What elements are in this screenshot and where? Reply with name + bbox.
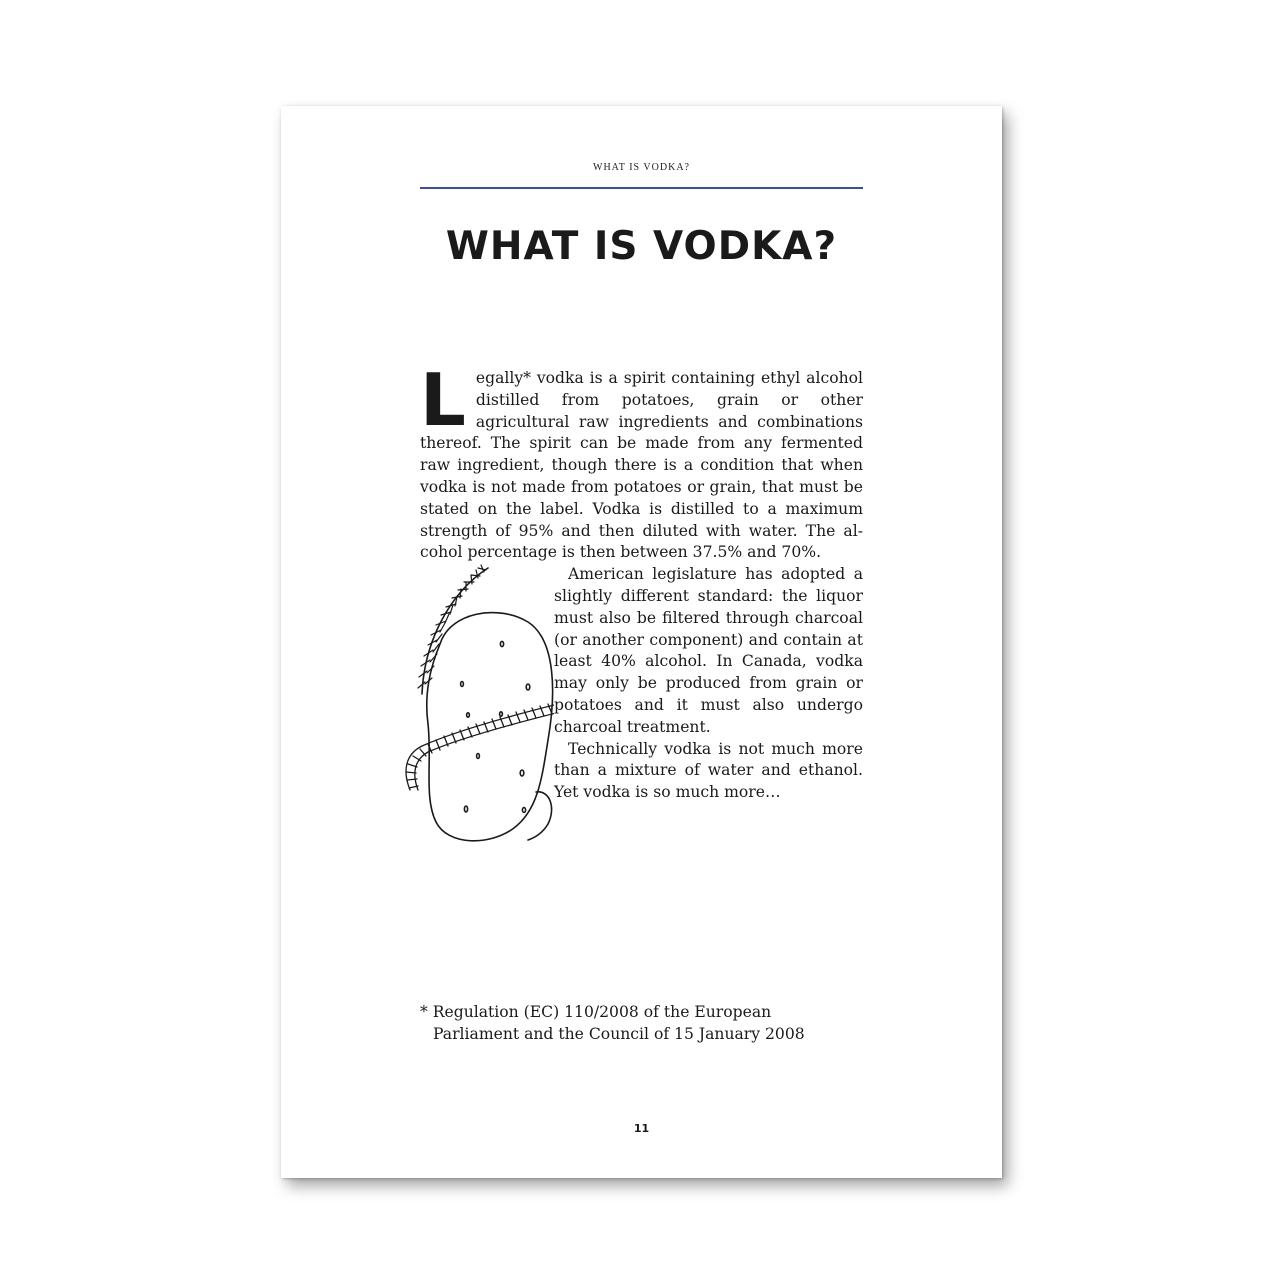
paragraph-1 [420,358,863,564]
book-page [281,106,1002,1178]
header-rule [420,187,863,189]
potato-with-wheat-icon [388,564,554,848]
paragraph-1-text: egally* vodka is a spirit containing ethyl alcohol distilled from potatoes, grain or other agricultural raw ingredients and combinations thereof. The spirit can be made from any fermented raw ingredient, though there is a condition that when vodka is not made from potatoes or grain, that must be stated on the label. Vodka is distilled to a maximum strength of 95% and then diluted with water. The alcohol percentage is then between 37.5% and 70%. [420,369,863,562]
page-title: WHAT IS VODKA? [445,224,838,269]
body-text [420,358,863,848]
page-number: 11 [633,1122,650,1135]
footnote-line-2: Parliament and the Council of 15 January 2008 [433,1025,805,1043]
paragraph-3: Technically vodka is not much more than a mixture of water and ethanol. Yet vodka is so much more… [554,739,863,802]
paragraph-2: American legislature has adopted a slightly different standard: the liquor must also be filtered through charcoal (or another component) and contain at least 40% alcohol. In Canada, vodka may only be produced from grain or potatoes and it must also undergo charcoal treatment. [554,565,863,736]
footnote-line-1: * Regulation (EC) 110/2008 of the European [420,1003,772,1021]
drop-cap: L [420,358,466,442]
footnote [420,1001,863,1045]
running-head: WHAT IS VODKA? [593,162,690,173]
